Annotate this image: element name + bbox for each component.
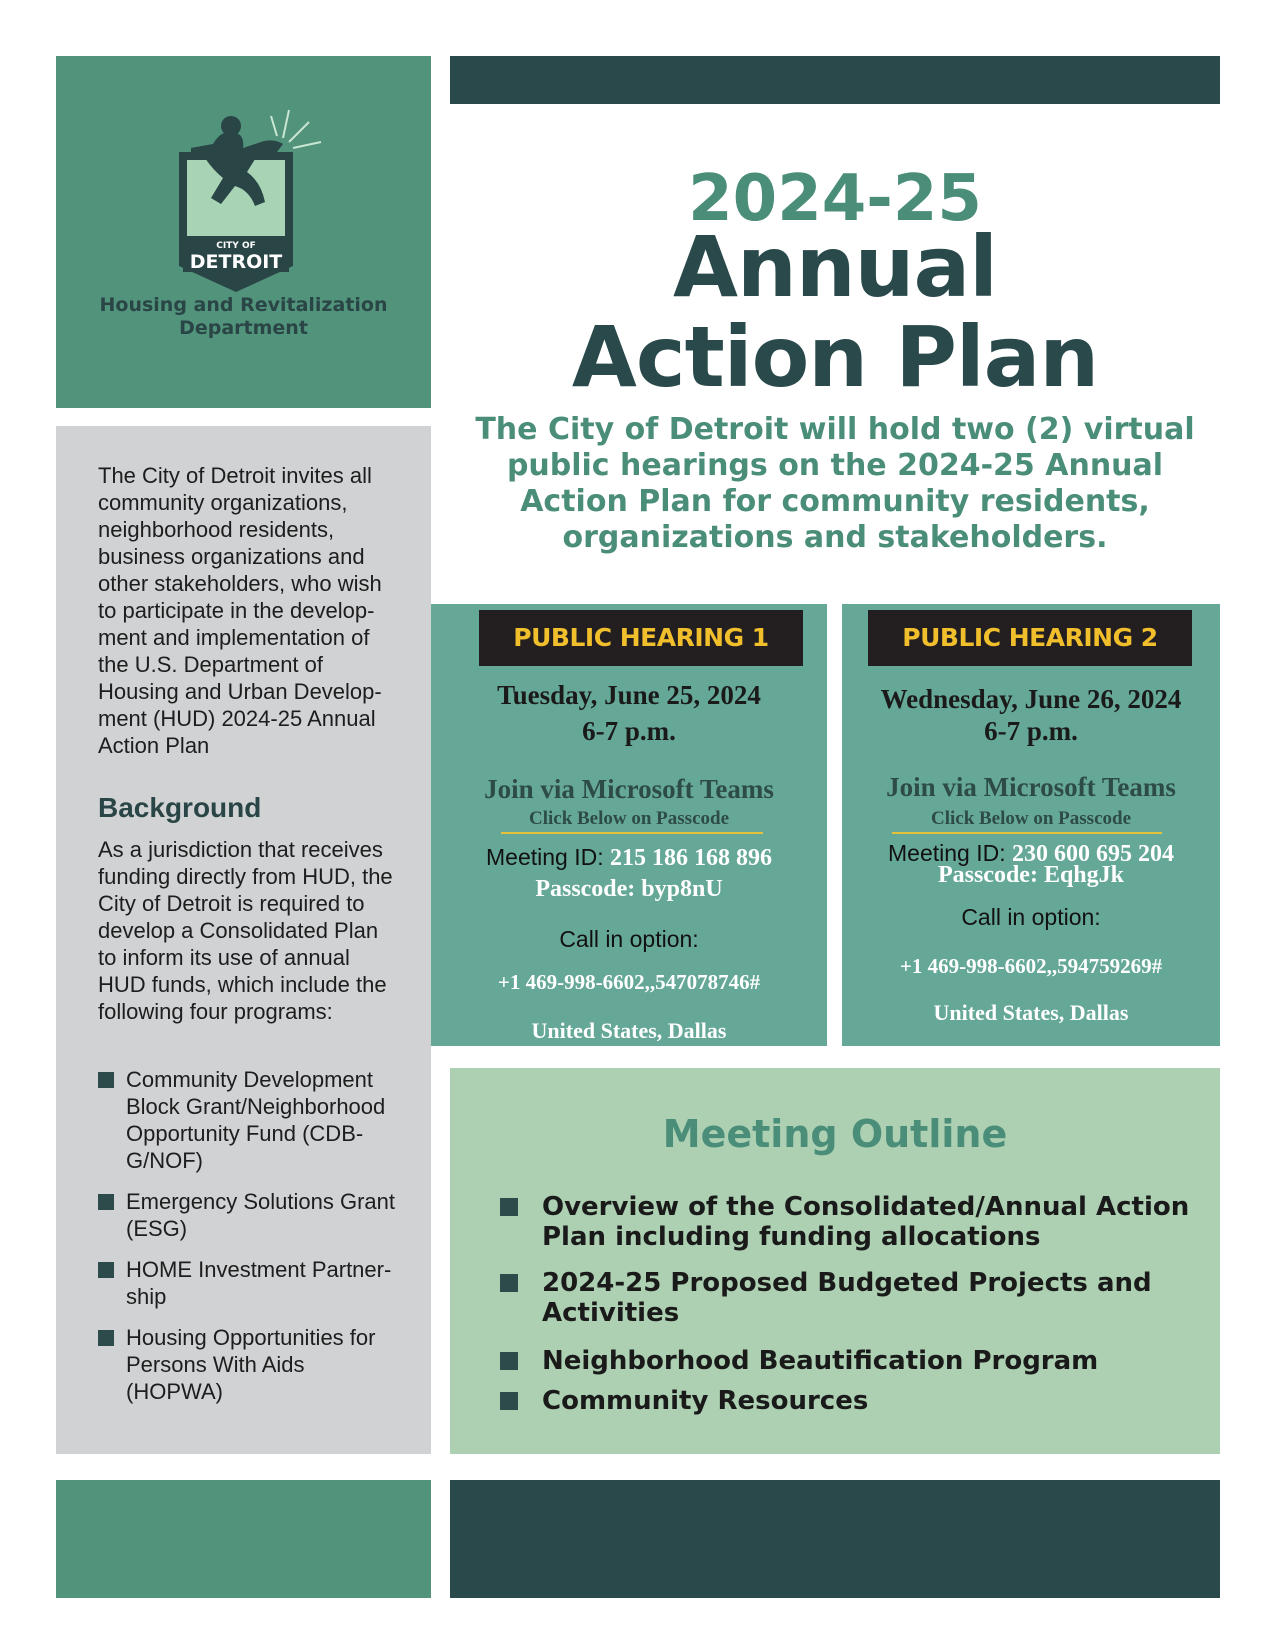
square-bullet-icon	[98, 1330, 114, 1346]
hearing-label: PUBLIC HEARING 1	[479, 610, 803, 666]
background-text: As a jurisdiction that receives funding directly from HUD, the City of Detroit is required to develop a Consolidated Plan to inform its use of annual HUD funds, which include the following four programs:	[98, 837, 393, 1024]
department-name: Housing and Revitalization Department	[99, 294, 388, 339]
teams-join-link[interactable]: Join via Microsoft Teams	[484, 774, 774, 804]
square-bullet-icon	[500, 1352, 518, 1370]
underline-divider	[892, 832, 1162, 834]
outline-title: Meeting Outline	[662, 1112, 1008, 1156]
list-item: Overview of the Consolidated/Annual Action Plan including funding allocations	[500, 1192, 1190, 1252]
meeting-id: Meeting ID: 230 600 695 204	[888, 840, 1174, 867]
list-item: Community Resources	[500, 1386, 1190, 1416]
list-item: Community Development Block Grant/Neighborhood Opportunity Fund (CDB-G/NOF)	[98, 1066, 398, 1174]
logo-panel	[56, 56, 431, 408]
hearing-date: Wednesday, June 26, 2024	[880, 684, 1182, 714]
svg-text:DETROIT: DETROIT	[189, 251, 283, 273]
public-hearing-1-panel	[431, 604, 827, 1046]
call-location: United States, Dallas	[933, 1000, 1129, 1025]
subtitle: The City of Detroit will hold two (2) virtual public hearings on the 2024-25 Annual Action Plan for community residents, organizations and stakeholders.	[475, 412, 1195, 555]
call-in-label: Call in option:	[559, 926, 699, 952]
outline-list	[500, 1192, 1190, 1416]
hearing-time: 6-7 p.m.	[984, 716, 1078, 746]
list-item: Housing Opportunities for Persons With Aids (HOPWA)	[98, 1324, 398, 1405]
underline-divider	[501, 832, 763, 834]
program-list	[98, 1066, 398, 1419]
page-title	[450, 218, 1220, 406]
public-hearing-2-panel	[842, 604, 1220, 1046]
phone-number[interactable]: +1 469-998-6602,,547078746#	[497, 970, 761, 994]
phone-number[interactable]: +1 469-998-6602,,594759269#	[899, 954, 1163, 978]
click-passcode-text: Click Below on Passcode	[528, 808, 730, 829]
click-passcode-text: Click Below on Passcode	[930, 808, 1132, 829]
list-item: 2024-25 Proposed Budgeted Projects and Activities	[500, 1268, 1190, 1328]
square-bullet-icon	[500, 1274, 518, 1292]
square-bullet-icon	[98, 1262, 114, 1278]
top-bar	[450, 56, 1220, 104]
title-line-2: Action Plan	[571, 308, 1099, 406]
hearing-label: PUBLIC HEARING 2	[868, 610, 1192, 666]
passcode[interactable]: Passcode: EqhgJk	[937, 862, 1125, 888]
square-bullet-icon	[500, 1198, 518, 1216]
square-bullet-icon	[98, 1072, 114, 1088]
square-bullet-icon	[500, 1392, 518, 1410]
passcode[interactable]: Passcode: byp8nU	[535, 876, 723, 902]
square-bullet-icon	[98, 1194, 114, 1210]
title-year: 2024-25	[688, 162, 982, 236]
list-item: Neighborhood Beautification Program	[500, 1346, 1190, 1376]
list-item: HOME Investment Partner-ship	[98, 1256, 398, 1310]
hearing-date: Tuesday, June 25, 2024	[497, 680, 761, 710]
call-location: United States, Dallas	[531, 1018, 727, 1043]
svg-text:CITY OF: CITY OF	[216, 241, 256, 251]
hearing-time: 6-7 p.m.	[582, 716, 676, 746]
footer-left-block	[56, 1480, 431, 1598]
call-in-label: Call in option:	[961, 904, 1101, 930]
spirit-of-detroit-logo-icon	[161, 86, 326, 296]
title-line-1: Annual	[673, 218, 997, 316]
intro-text: The City of Detroit invites all community organizations, neighborhood residents, business organizations and other stakeholders, who wish to participate in the develop-ment and implementation of the U.S. Department of Housing and Urban Develop-ment (HUD) 2024-25 Annual Action Plan	[98, 463, 382, 758]
sidebar	[56, 426, 431, 1454]
meeting-id: Meeting ID: 215 186 168 896	[486, 844, 772, 871]
footer-right-block	[450, 1480, 1220, 1598]
meeting-outline-panel	[450, 1068, 1220, 1454]
list-item: Emergency Solutions Grant (ESG)	[98, 1188, 398, 1242]
teams-join-link[interactable]: Join via Microsoft Teams	[886, 772, 1176, 802]
background-heading: Background	[98, 792, 262, 823]
